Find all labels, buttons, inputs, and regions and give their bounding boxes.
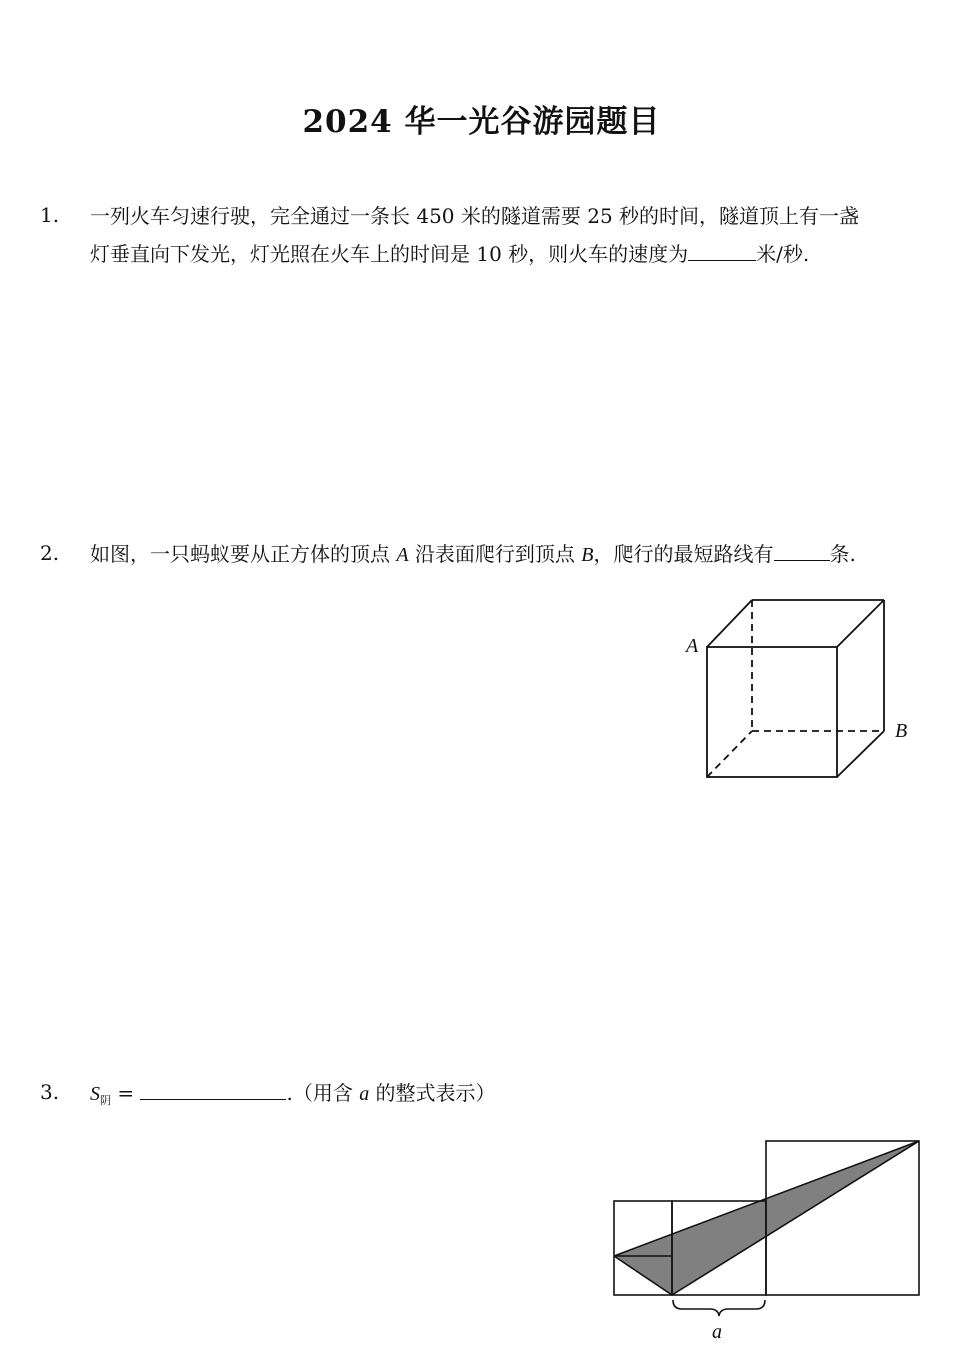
question-1-line-1: 一列火车匀速行驶，完全通过一条长 450 米的隧道需要 25 秒的时间，隧道顶上有一盏 <box>90 204 860 228</box>
equals-sign: = <box>111 1081 135 1105</box>
answer-blank-3[interactable] <box>140 1079 286 1100</box>
question-1-text <box>90 197 940 273</box>
vertex-b-label: B <box>581 544 594 566</box>
page-title: 2024 华一光谷游园题目 <box>302 104 661 140</box>
cube-top-right-edge <box>837 600 884 647</box>
question-2-text <box>90 535 940 574</box>
answer-blank-2[interactable] <box>774 540 830 561</box>
cube-label-a: A <box>686 635 699 657</box>
question-2-text-b: 沿表面爬行到顶点 <box>408 542 582 566</box>
squares-figure <box>600 1130 930 1350</box>
question-1-line-2-before: 灯垂直向下发光，灯光照在火车上的时间是 10 秒，则火车的速度为 <box>90 242 689 266</box>
cube-figure <box>670 585 930 795</box>
question-2-text-d: 条. <box>829 542 856 566</box>
question-3-text <box>90 1074 940 1120</box>
brace-label-a: a <box>712 1321 722 1343</box>
vertex-a-label: A <box>396 544 409 566</box>
variable-a: a <box>359 1083 370 1105</box>
brace-a <box>673 1300 765 1316</box>
cube-hidden-depth-edge <box>707 731 752 777</box>
question-3-number: 3. <box>40 1080 60 1104</box>
answer-blank-1[interactable] <box>688 240 756 261</box>
question-3-tail: 的整式表示） <box>369 1081 496 1105</box>
question-2-text-a: 如图，一只蚂蚁要从正方体的顶点 <box>90 542 397 566</box>
area-symbol: S <box>90 1083 100 1105</box>
cube-bottom-right-edge <box>837 731 884 777</box>
question-1-number: 1. <box>40 203 60 227</box>
question-3-after-blank: .（用含 <box>286 1081 360 1105</box>
cube-top-left-edge <box>707 600 752 647</box>
question-2-number: 2. <box>40 541 60 565</box>
question-2-text-c: ，爬行的最短路线有 <box>593 542 774 566</box>
diagonal-line-bottom <box>672 1141 919 1295</box>
cube-label-b: B <box>895 720 908 742</box>
question-1-line-2 <box>90 235 940 273</box>
question-1-line-2-after: 米/秒. <box>756 242 810 266</box>
area-subscript: 阴 <box>100 1094 111 1107</box>
